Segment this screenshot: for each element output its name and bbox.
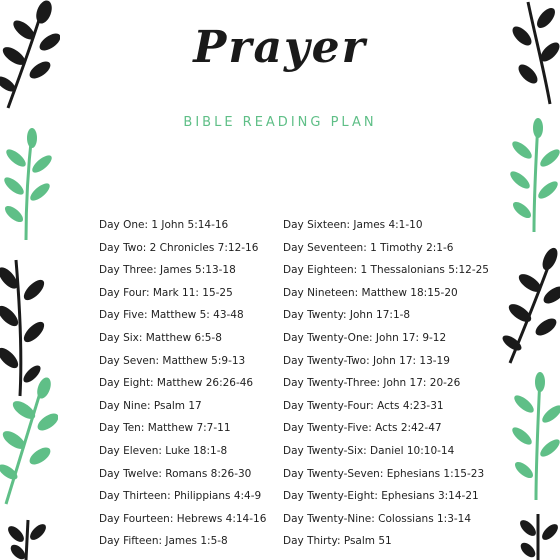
reading-item: Day Four: Mark 11: 15-25 [99,286,233,299]
reading-item: Day Sixteen: James 4:1-10 [283,219,423,231]
leaf-branch-icon [516,510,560,560]
leaf-branch-icon [506,372,560,502]
leaf-branch-icon [500,245,560,365]
leaf-branch-icon [508,118,560,233]
reading-item: Day Thirteen: Philippians 4:4-9 [99,490,262,503]
reading-item: Day One: 1 John 5:14-16 [99,219,229,231]
reading-item: Day Fourteen: Hebrews 4:14-16 [99,512,267,525]
reading-item: Day Six: Matthew 6:5-8 [99,331,222,344]
reading-item: Day Twenty-Nine: Colossians 1:3-14 [283,512,472,525]
reading-item: Day Nineteen: Matthew 18:15-20 [283,286,458,299]
leaf-branch-icon [0,376,58,506]
reading-item: Day Twenty-One: John 17: 9-12 [283,331,447,344]
reading-list-left [99,214,266,553]
reading-item: Day Eight: Matthew 26:26-46 [99,377,254,390]
reading-item: Day Five: Matthew 5: 43-48 [99,309,244,322]
leaf-branch-icon [4,128,54,243]
reading-item: Day Twenty-Two: John 17: 13-19 [283,354,450,367]
reading-item: Day Fifteen: James 1:5-8 [99,535,228,548]
reading-item: Day Ten: Matthew 7:7-11 [99,422,231,435]
reading-item: Day Seventeen: 1 Timothy 2:1-6 [283,241,454,254]
page-subtitle: BIBLE READING PLAN [183,115,377,130]
reading-item: Day Twenty-Three: John 17: 20-26 [283,377,461,390]
reading-item: Day Eighteen: 1 Thessalonians 5:12-25 [283,264,489,277]
reading-item: Day Three: James 5:13-18 [99,264,236,277]
reading-item: Day Twenty: John 17:1-8 [283,309,411,322]
reading-item: Day Twenty-Eight: Ephesians 3:14-21 [283,490,479,503]
reading-item: Day Seven: Matthew 5:9-13 [99,354,246,367]
reading-item: Day Nine: Psalm 17 [99,399,202,412]
reading-item: Day Twelve: Romans 8:26-30 [99,467,252,480]
reading-item: Day Twenty-Seven: Ephesians 1:15-23 [283,467,485,480]
reading-item: Day Twenty-Five: Acts 2:42-47 [283,422,442,435]
page-title: Prayer [193,22,367,73]
reading-item: Day Eleven: Luke 18:1-8 [99,444,228,457]
reading-item: Day Twenty-Four: Acts 4:23-31 [283,399,444,412]
reading-item: Day Thirty: Psalm 51 [283,535,392,548]
reading-list-right [283,214,489,553]
reading-item: Day Two: 2 Chronicles 7:12-16 [99,241,259,254]
reading-item: Day Twenty-Six: Daniel 10:10-14 [283,444,455,457]
leaf-branch-icon [6,516,46,560]
